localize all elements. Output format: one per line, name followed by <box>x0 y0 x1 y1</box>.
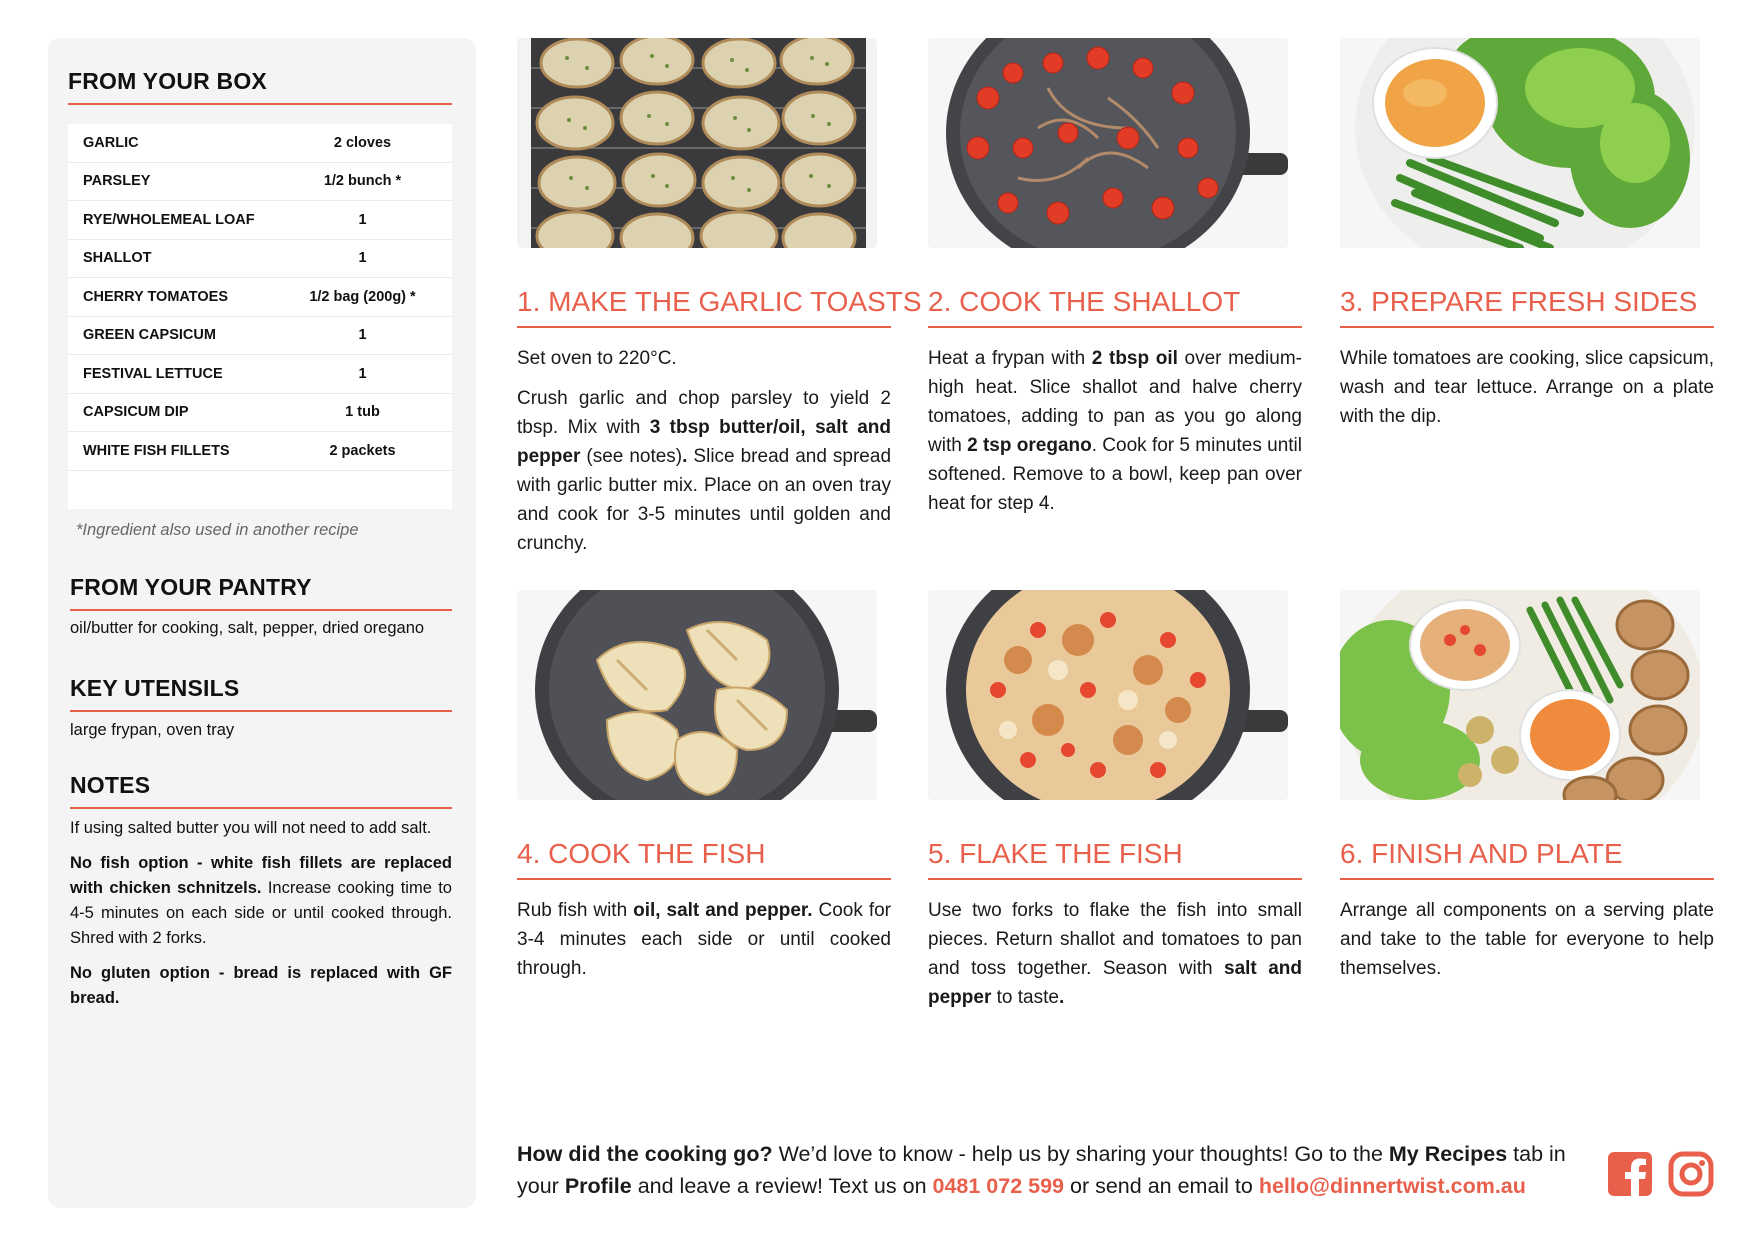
step-6-method: Arrange all components on a serving plate and take to the table for everyone to help themselves. <box>1340 900 1714 979</box>
step-bold: 2 tbsp oil <box>1091 348 1178 369</box>
notes-title: NOTES <box>70 772 452 809</box>
step-bold: . <box>682 446 688 467</box>
ingredient-name: GARLIC <box>83 134 139 151</box>
step-4-method <box>517 896 891 983</box>
profile-label: Profile <box>564 1174 632 1198</box>
step-bold: oil, salt and pepper. <box>633 900 813 921</box>
ingredient-qty: 2 cloves <box>333 134 392 151</box>
step-4-title: 4. COOK THE FISH <box>517 838 891 880</box>
step-6-body <box>1340 896 1714 983</box>
ingredient-name: PARSLEY <box>83 173 151 190</box>
step-2-method <box>928 344 1302 518</box>
step-1 <box>517 38 922 569</box>
table-row <box>68 240 452 279</box>
utensils-title: KEY UTENSILS <box>70 675 452 712</box>
step-bold: 2 tsp oregano <box>967 435 1092 456</box>
step-bold: . <box>1058 987 1065 1008</box>
step-text: to taste <box>991 987 1059 1008</box>
table-row <box>68 432 452 471</box>
step-5-method <box>928 896 1302 1012</box>
table-row <box>68 355 452 394</box>
ingredient-name: CAPSICUM DIP <box>83 404 189 421</box>
step-2 <box>928 38 1302 529</box>
step-text: Cook for 3-4 minutes each side or until cooked through. <box>517 900 892 979</box>
step-text: . Cook for 5 minutes until softened. Remove to a bowl, keep pan over heat for step 4. <box>928 435 1302 514</box>
step-5-title: 5. FLAKE THE FISH <box>928 838 1302 880</box>
step-text: over medium-high heat. Slice shallot and halve cherry tomatoes, adding to pan as you go along with <box>928 348 1302 456</box>
footer-text: We’d love to know - help us by sharing your thoughts! Go to the <box>772 1142 1389 1166</box>
feedback-footer <box>517 1138 1577 1202</box>
from-box-title: FROM YOUR BOX <box>68 68 452 105</box>
footer-text: or send an email to <box>1064 1174 1259 1198</box>
step-4 <box>517 590 891 994</box>
step-bold: 3 tbsp butter/oil, salt and pepper <box>517 417 891 467</box>
ingredients-table <box>68 124 452 509</box>
table-row <box>68 394 452 433</box>
ingredient-qty: 1 <box>358 365 367 382</box>
step-6-title: 6. FINISH AND PLATE <box>1340 838 1714 880</box>
table-row <box>68 317 452 356</box>
flake-fish-photo <box>928 590 1288 800</box>
step-3-method: While tomatoes are cooking, slice capsicum, wash and tear lettuce. Arrange on a plate with the dip. <box>1340 348 1714 427</box>
footer-text: and leave a review! Text us on <box>631 1174 933 1198</box>
phone-link[interactable]: 0481 072 599 <box>932 1174 1065 1198</box>
my-recipes-label: My Recipes <box>1388 1142 1508 1166</box>
finish-plate-photo <box>1340 590 1700 800</box>
step-5-body <box>928 896 1302 1012</box>
step-bold: salt and pepper <box>928 958 1302 1008</box>
utensils-text: large frypan, oven tray <box>70 721 235 739</box>
garlic-toasts-photo <box>517 38 877 248</box>
note-no-fish-text: Increase cooking time to 4-5 minutes on each side or until cooked through. Shred with 2 forks. <box>70 879 452 947</box>
step-2-title: 2. COOK THE SHALLOT <box>928 286 1302 328</box>
note-no-fish-bold: No fish option - white fish fillets are replaced with chicken schnitzels. <box>70 854 452 897</box>
shallot-pan-photo <box>928 38 1288 248</box>
notes-body <box>70 816 452 1021</box>
ingredient-qty: 1/2 bag (200g) * <box>309 288 416 305</box>
step-2-body <box>928 344 1302 518</box>
step-1-oven: Set oven to 220°C. <box>517 348 677 369</box>
step-text: (see notes) <box>580 446 683 467</box>
step-3-title: 3. PREPARE FRESH SIDES <box>1340 286 1714 328</box>
pantry-text: oil/butter for cooking, salt, pepper, dried oregano <box>70 619 425 637</box>
ingredient-qty: 1/2 bunch * <box>323 173 402 190</box>
step-text: Heat a frypan with <box>928 348 1092 369</box>
step-4-body <box>517 896 891 983</box>
step-text: Use two forks to flake the fish into small pieces. Return shallot and tomatoes to pan and toss together. Season with <box>928 900 1302 979</box>
feedback-question: How did the cooking go? <box>517 1142 773 1166</box>
step-1-method <box>517 384 891 558</box>
ingredients-sidebar <box>48 38 476 1208</box>
ingredient-name: CHERRY TOMATOES <box>83 288 229 305</box>
ingredient-qty: 1 <box>358 250 367 267</box>
step-6 <box>1340 590 1714 994</box>
ingredient-qty: 1 <box>358 211 367 228</box>
step-text: Rub fish with <box>517 900 634 921</box>
note-no-gluten <box>70 961 452 1011</box>
step-5 <box>928 590 1302 1023</box>
step-3-body <box>1340 344 1714 431</box>
table-row <box>68 163 452 202</box>
ingredient-name: WHITE FISH FILLETS <box>83 442 230 459</box>
pantry-title: FROM YOUR PANTRY <box>70 574 452 611</box>
email-link[interactable]: hello@dinnertwist.com.au <box>1258 1174 1526 1198</box>
footer-text: tab in your <box>517 1142 1566 1198</box>
step-text: Crush garlic and chop parsley to yield 2 tbsp. Mix with <box>517 388 891 438</box>
facebook-icon[interactable] <box>1606 1150 1654 1198</box>
note-salted-butter: If using salted butter you will not need to add salt. <box>70 819 432 837</box>
table-row <box>68 201 452 240</box>
ingredient-qty: 1 <box>358 327 367 344</box>
ingredient-qty: 1 tub <box>345 404 380 421</box>
note-no-gluten-bold: No gluten option - bread is replaced with GF bread. <box>70 964 452 1007</box>
ingredient-name: FESTIVAL LETTUCE <box>83 365 223 382</box>
step-3 <box>1340 38 1714 442</box>
fresh-sides-photo <box>1340 38 1700 248</box>
step-text: Slice bread and spread with garlic butter mix. Place on an oven tray and cook for 3-5 minutes until golden and crunchy. <box>517 446 892 554</box>
cook-fish-photo <box>517 590 877 800</box>
step-1-body <box>517 344 891 558</box>
table-row <box>68 278 452 317</box>
note-no-fish <box>70 851 452 951</box>
ingredient-qty: 2 packets <box>329 442 396 459</box>
ingredient-footnote: *Ingredient also used in another recipe <box>76 521 359 539</box>
table-row <box>68 124 452 163</box>
instagram-icon[interactable] <box>1667 1150 1715 1198</box>
step-1-title: 1. MAKE THE GARLIC TOASTS <box>517 286 891 328</box>
ingredient-name: SHALLOT <box>83 250 152 267</box>
ingredient-name: GREEN CAPSICUM <box>83 327 216 344</box>
ingredient-name: RYE/WHOLEMEAL LOAF <box>83 211 255 228</box>
